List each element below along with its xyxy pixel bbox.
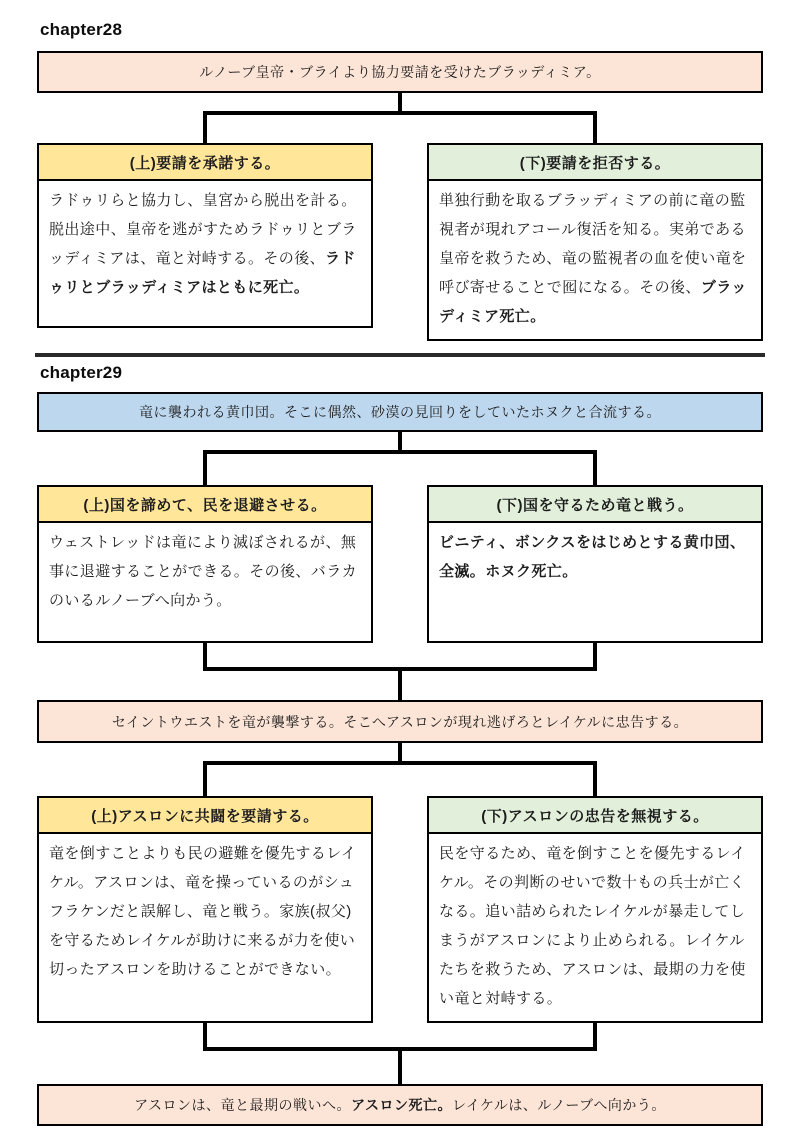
connector-horizontal-line <box>203 761 597 765</box>
ch29-choice1-up-header: (上)国を諦めて、民を退避させる。 <box>39 487 371 523</box>
ch28-intro-box <box>37 51 763 93</box>
ch29-choice1-down-body: ビニティ、ボンクスをはじめとする黄巾団、全滅。ホヌク死亡。 <box>439 534 746 580</box>
ch29-choice1-up-box <box>37 485 373 643</box>
ch28-choice-up-body: ラドゥリらと協力し、皇宮から脱出を計る。脱出途中、皇帝を逃がすためラドゥリとブラッディミアは、竜と対峙する。その後、ラドゥリとブラッディミアはともに死亡。 <box>49 192 357 296</box>
ch29-outro-text: アスロンは、竜と最期の戦いへ。アスロン死亡。レイケルは、ルノーブへ向かう。 <box>134 1097 666 1113</box>
ch29-choice1-down-header: (下)国を守るため竜と戦う。 <box>429 487 761 523</box>
connector-left-line <box>203 111 207 143</box>
ch29-choice2-down-header: (下)アスロンの忠告を無視する。 <box>429 798 761 834</box>
ch29-intro-text: 竜に襲われる黄巾団。そこに偶然、砂漠の見回りをしていたホヌクと合流する。 <box>139 404 661 420</box>
connector-right-line <box>593 111 597 143</box>
connector-right-line <box>593 761 597 796</box>
connector-right-line <box>593 450 597 485</box>
ch28-intro-text: ルノーブ皇帝・ブライより協力要請を受けたブラッディミア。 <box>199 64 601 80</box>
ch29-choice1-up-body: ウェストレッドは竜により滅ぼされるが、無事に退避することができる。その後、バラカのいるルノーブへ向かう。 <box>49 534 358 609</box>
ch28-choice-up-box <box>37 143 373 328</box>
ch29-mid-event-text: セイントウエストを竜が襲撃する。そこへアスロンが現れ逃げろとレイケルに忠告する。 <box>111 713 689 730</box>
ch29-choice2-down-body: 民を守るため、竜を倒すことを優先するレイケル。その判断のせいで数十もの兵士が亡くなる。追い詰められたレイケルが暴走してしまうがアスロンにより止められる。レイケルたちを救うため、アスロンは、最期の力を使い竜と対峙する。 <box>439 845 746 1007</box>
ch29-choice2-up-body: 竜を倒すことよりも民の避難を優先するレイケル。アスロンは、竜を操っているのがシュフラケンだと誤解し、竜と戦う。家族(叔父)を守るためレイケルが助けに来るが力を使い切ったアスロンを助けることができない。 <box>49 845 357 978</box>
connector-left-line <box>203 450 207 485</box>
connector-horizontal-line <box>203 111 597 115</box>
content-wrap <box>37 20 763 1126</box>
ch29-choice2-up-box <box>37 796 373 1023</box>
ch29-mid-event-box <box>37 700 763 743</box>
ch29-branch-row-1 <box>37 485 763 643</box>
ch29-intro-box <box>37 392 763 432</box>
ch28-choice-up-header: (上)要請を承諾する。 <box>39 145 371 181</box>
ch29-split-connector-1 <box>37 432 763 485</box>
connector-left-line <box>203 761 207 796</box>
ch29-merge-connector-2 <box>37 1023 763 1084</box>
ch29-choice2-up-header: (上)アスロンに共闘を要請する。 <box>39 798 371 834</box>
connector-stub-line <box>398 667 402 700</box>
ch28-choice-down-box <box>427 143 763 341</box>
ch28-choice-down-header: (下)要請を拒否する。 <box>429 145 761 181</box>
ch28-choice-down-body: 単独行動を取るブラッディミアの前に竜の監視者が現れアコール復活を知る。実弟である皇帝を救うため、竜の監視者の血を使い竜を呼び寄せることで囮になる。その後、ブラッディミア死亡。 <box>439 192 747 325</box>
ch29-split-connector-2 <box>37 743 763 796</box>
ch29-outro-box <box>37 1084 763 1126</box>
ch29-branch-row-2 <box>37 796 763 1023</box>
chapter28-title: chapter28 <box>40 20 123 39</box>
chapter-divider <box>35 353 765 357</box>
ch28-branch-row <box>37 143 763 341</box>
ch29-choice1-down-box <box>427 485 763 643</box>
chapter29-title: chapter29 <box>40 363 123 382</box>
connector-horizontal-line <box>203 450 597 454</box>
ch28-split-connector <box>37 93 763 143</box>
ch29-choice2-down-box <box>427 796 763 1023</box>
ch29-merge-connector-1 <box>37 643 763 700</box>
connector-stub-line <box>398 1047 402 1084</box>
